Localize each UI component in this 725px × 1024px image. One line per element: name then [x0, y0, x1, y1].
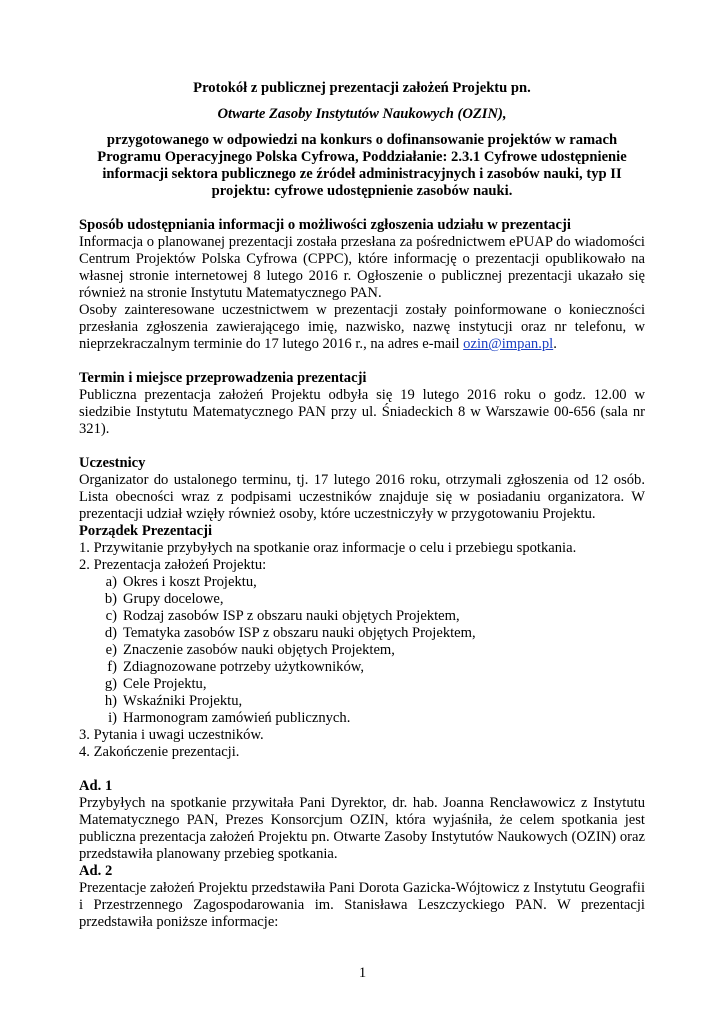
agenda-subitem — [79, 608, 645, 625]
section-heading: Ad. 2 — [79, 863, 113, 879]
agenda-subitem — [79, 625, 645, 642]
subitem-text: Tematyka zasobów ISP z obszaru nauki objętych Projektem, — [123, 625, 476, 641]
agenda-subitem — [79, 676, 645, 693]
agenda-sublist — [79, 574, 645, 727]
subitem-text: Harmonogram zamówień publicznych. — [123, 710, 351, 726]
agenda-item: 4. Zakończenie prezentacji. — [79, 744, 240, 760]
subitem-letter: d) — [104, 625, 117, 641]
section-ad2 — [79, 863, 645, 931]
agenda-subitem — [79, 710, 645, 727]
paragraph: Organizator do ustalonego terminu, tj. 17 lutego 2016 roku, otrzymali zgłoszenia od 12 osób. Lista obecności wraz z podpisami uczestników znajduje się w posiadaniu organizatora. W prezentacji udział wzięły również osoby, które uczestniczyły w przygotowaniu Projektu. — [79, 472, 645, 522]
subitem-letter: h) — [104, 693, 117, 709]
agenda-item: 1. Przywitanie przybyłych na spotkanie oraz informacje o celu i przebiegu spotkania. — [79, 540, 577, 556]
section-heading: Sposób udostępniania informacji o możliwości zgłoszenia udziału w prezentacji — [79, 217, 571, 233]
title-project-name: Otwarte Zasoby Instytutów Naukowych (OZIN), — [217, 106, 507, 122]
agenda-item: 2. Prezentacja założeń Projektu: — [79, 557, 267, 573]
section-participants — [79, 455, 645, 523]
section-date-place — [79, 370, 645, 438]
page-number: 1 — [358, 965, 367, 981]
subitem-letter: f) — [107, 659, 117, 675]
paragraph-text: Osoby zainteresowane uczestnictwem w prezentacji zostały poinformowane o konieczności przesłania zgłoszenia zawierającego imię, nazwisko, nazwę instytucji oraz nr telefonu, w nieprzekraczalnym terminie do 17 lutego 2016 r., na adres e-mail — [79, 302, 645, 352]
subitem-letter: e) — [105, 642, 117, 658]
subitem-text: Wskaźniki Projektu, — [123, 693, 243, 709]
section-heading: Termin i miejsce przeprowadzenia prezentacji — [79, 370, 367, 386]
section-access-info — [79, 217, 645, 353]
section-agenda — [79, 523, 645, 761]
agenda-subitem — [79, 659, 645, 676]
subitem-letter: i) — [108, 710, 117, 726]
paragraph: Osoby zainteresowane uczestnictwem w prezentacji zostały poinformowane o konieczności przesłania zgłoszenia zawierającego imię, nazwisko, nazwę instytucji oraz nr telefonu, w nieprzekraczalnym terminie do 17 lutego 2016 r., na adres e-mail ozin@impan.pl. — [79, 302, 645, 352]
paragraph: Informacja o planowanej prezentacji została przesłana za pośrednictwem ePUAP do wiadomości Centrum Projektów Polska Cyfrowa (CPPC), które informację o prezentacji opublikowało na własnej stronie internetowej 8 lutego 2016 r. Ogłoszenie o publicznej prezentacji ukazało się również na stronie Instytutu Matematycznego PAN. — [79, 234, 645, 301]
subitem-text: Zdiagnozowane potrzeby użytkowników, — [123, 659, 364, 675]
subitem-text: Rodzaj zasobów ISP z obszaru nauki objętych Projektem, — [123, 608, 460, 624]
paragraph: Prezentacje założeń Projektu przedstawiła Pani Dorota Gazicka-Wójtowicz z Instytutu Geografii i Przestrzennego Zagospodarowania im. Stanisława Leszczyckiego PAN. W prezentacji przedstawiła poniższe informacje: — [79, 880, 645, 930]
subitem-letter: c) — [105, 608, 117, 624]
agenda-subitem — [79, 574, 645, 591]
agenda-subitem — [79, 591, 645, 608]
subitem-text: Znaczenie zasobów nauki objętych Projektem, — [123, 642, 395, 658]
document-page — [79, 80, 645, 931]
title-line-3: przygotowanego w odpowiedzi na konkurs o dofinansowanie projektów w ramach Programu Operacyjnego Polska Cyfrowa, Poddziałanie: 2.3.1 Cyfrowe udostępnienie informacji sektora publicznego ze źródeł administracyjnych i zasobów nauki, typ II projektu: cyfrowe udostępnienie zasobów nauki. — [97, 132, 627, 199]
subitem-letter: a) — [105, 574, 117, 590]
agenda-subitem — [79, 642, 645, 659]
agenda-subitem — [79, 693, 645, 710]
paragraph: Przybyłych na spotkanie przywitała Pani Dyrektor, dr. hab. Joanna Rencławowicz z Instytutu Matematycznego PAN, Prezes Konsorcjum OZIN, która wyjaśniła, że celem spotkania jest publiczna prezentacja założeń Projektu pn. Otwarte Zasoby Instytutów Naukowych (OZIN) oraz przedstawiła planowany przebieg spotkania. — [79, 795, 645, 862]
section-heading: Ad. 1 — [79, 778, 113, 794]
section-heading: Porządek Prezentacji — [79, 523, 213, 539]
title-line-1: Protokół z publicznej prezentacji założeń Projektu pn. — [193, 80, 531, 96]
subitem-letter: b) — [104, 591, 117, 607]
email-link[interactable]: ozin@impan.pl — [463, 336, 554, 352]
section-heading: Uczestnicy — [79, 455, 146, 471]
agenda-item: 3. Pytania i uwagi uczestników. — [79, 727, 264, 743]
subitem-text: Okres i koszt Projektu, — [123, 574, 257, 590]
paragraph: Publiczna prezentacja założeń Projektu odbyła się 19 lutego 2016 roku o godz. 12.00 w siedzibie Instytutu Matematycznego PAN przy ul. Śniadeckich 8 w Warszawie 00-656 (sala nr 321). — [79, 387, 645, 437]
document-title — [79, 80, 645, 200]
subitem-letter: g) — [104, 676, 117, 692]
subitem-text: Cele Projektu, — [123, 676, 207, 692]
subitem-text: Grupy docelowe, — [123, 591, 224, 607]
section-ad1 — [79, 778, 645, 863]
